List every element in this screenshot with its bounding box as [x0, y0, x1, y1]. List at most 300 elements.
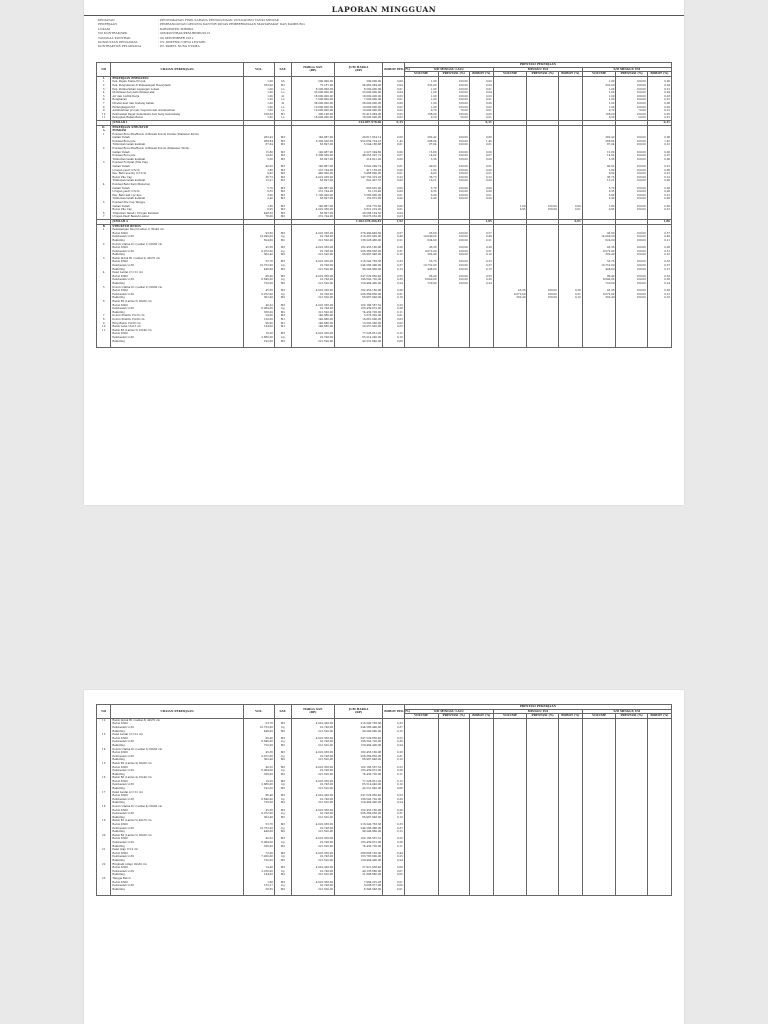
cell-no: 3	[97, 257, 111, 261]
cell-sd-prestasi: 100,00	[616, 246, 647, 250]
cell-bobot: 0,00	[383, 158, 405, 162]
cell-vol: 24,00	[243, 314, 274, 318]
cell-bobot: 0,01	[383, 208, 405, 212]
cell-jumlah: 159.494.400,00	[335, 282, 383, 286]
cell-no: 2	[97, 147, 111, 151]
cell-sat: M2	[274, 773, 291, 777]
cell-lalu-bobot: 0,06	[469, 102, 493, 106]
cell-jumlah: 803.625,90	[335, 187, 383, 191]
cell-bobot: 0,06	[383, 787, 405, 791]
cell-bobot: 0,24	[383, 801, 405, 805]
cell-sat: M2	[274, 311, 291, 315]
col-volume: VOLUME	[582, 72, 616, 77]
cell-sd-prestasi: 100,00	[616, 98, 647, 102]
cell-sd-prestasi: 100,00	[616, 187, 647, 191]
col-bobot: BOBOT PEK (%)	[383, 705, 405, 719]
cell-vol: 86,40	[243, 737, 274, 741]
cell-no: 18	[97, 805, 111, 809]
cell-vol: 19,20	[243, 332, 274, 336]
col-harga-unit: (RP)	[309, 68, 317, 73]
cell-lalu-volume: 3,00	[404, 194, 438, 198]
cell-sat: M2	[274, 239, 291, 243]
cell-harga: 22.748,00	[291, 884, 334, 888]
cell-lalu-bobot: 0,24	[469, 282, 493, 286]
cell-no: 23	[97, 877, 111, 881]
cell-harga: 3.300.506,00	[291, 154, 334, 158]
cell-sat: M3	[274, 794, 291, 798]
cell-harga: 22.748,00	[291, 841, 334, 845]
cell-sd-volume: 302,40	[582, 253, 616, 257]
cell-sat: kg	[274, 783, 291, 787]
cell-jumlah: 152.872,80	[335, 197, 383, 201]
cell-bobot: 0,28	[383, 246, 405, 250]
cell-lalu-prestasi: 100,00	[438, 98, 469, 102]
cell-bobot: 0,01	[383, 194, 405, 198]
cell-jumlah: 31.898.880,00	[335, 873, 383, 877]
cell-bobot: 0,53	[383, 275, 405, 279]
cell-lalu-prestasi: 100,00	[438, 197, 469, 201]
cell-harga: 221.520,00	[291, 830, 334, 834]
cell-jumlah: 183.439.872,00	[335, 841, 383, 845]
cell-jumlah: 182.453.160,96	[335, 751, 383, 755]
cell-lalu-prestasi: 100,00	[438, 246, 469, 250]
cell-ini-prestasi: 100,00	[527, 289, 558, 293]
cell-lalu-bobot: 1,85	[469, 219, 493, 224]
cell-jumlah: 74.430.720,00	[335, 845, 383, 849]
cell-uraian: Pondasi Bore pile	[111, 140, 243, 144]
cell-harga: 4.022.336,00	[291, 176, 334, 180]
cell-sat: bl	[274, 95, 291, 99]
cell-jumlah: 6.346.548,00	[335, 888, 383, 892]
cell-uraian: Kolom Utama K1 (Lantai 4) 60x60 cm	[111, 805, 243, 809]
cell-jumlah: 32.415.984,00	[335, 113, 383, 117]
cell-uraian: Beton K300	[111, 809, 243, 813]
cell-sat: M3	[274, 190, 291, 194]
cell-sd-prestasi: 100,00	[616, 172, 647, 176]
cell-lalu-bobot: 0,01	[469, 98, 493, 102]
cell-sd-bobot: 0,31	[647, 120, 671, 125]
cell-bobot: 0,00	[383, 197, 405, 201]
cell-sd-prestasi: 100,00	[616, 140, 647, 144]
cell-sd-bobot: 1,86	[647, 219, 671, 224]
cell-bobot: 0,22	[383, 176, 405, 180]
cell-lalu-prestasi: 100,00	[438, 158, 469, 162]
cell-no: 3	[97, 88, 111, 92]
col-volume: VOLUME	[404, 72, 438, 77]
cell-vol: 302,40	[243, 253, 274, 257]
cell-sd-volume: 9.072,00	[582, 293, 616, 297]
cell-lalu-bobot: 0,01	[469, 194, 493, 198]
cell-lalu-volume: 624,00	[404, 239, 438, 243]
cell-harga: 1.195.000,00	[291, 194, 334, 198]
cell-sat: kg	[274, 755, 291, 759]
cell-sd-bobot: 0,07	[647, 154, 671, 158]
cell-jumlah: 24.962.084,00	[335, 84, 383, 88]
col-jumlah-label: JUM HARGA	[348, 706, 369, 711]
cell-lalu-prestasi: 100,00	[438, 136, 469, 140]
cell-lalu-volume: 1,00	[404, 80, 438, 84]
cell-vol: 40,32	[243, 766, 274, 770]
cell-lalu-prestasi: 100,00	[438, 172, 469, 176]
cell-bobot: 0,01	[383, 88, 405, 92]
cell-jumlah: 18.000.000,00	[335, 116, 383, 120]
cell-bobot: 0,01	[383, 165, 405, 169]
cell-bobot: 0,30	[383, 740, 405, 744]
cell-lalu-volume: 2,40	[404, 197, 438, 201]
cell-bobot: 0,31	[383, 755, 405, 759]
cell-sat: M2	[274, 816, 291, 820]
cell-sat: M3	[274, 205, 291, 209]
cell-lalu-volume: 720,00	[404, 282, 438, 286]
cell-sat: kg	[274, 855, 291, 859]
cell-vol: 9.072,00	[243, 755, 274, 759]
cell-lalu-volume: 10.752,00	[404, 264, 438, 268]
cell-uraian: Beton K300	[111, 794, 243, 798]
cell-bobot: 0,06	[383, 136, 405, 140]
cell-uraian: Pengujian Bahan Beton	[111, 116, 243, 120]
cell-sd-prestasi: 100,00	[616, 239, 647, 243]
cell-lalu-volume: 8.640,00	[404, 278, 438, 282]
table-header	[97, 705, 672, 719]
cell-no: 7	[97, 215, 111, 219]
cell-bobot: 0,24	[383, 859, 405, 863]
cell-sd-prestasi: 100,00	[616, 179, 647, 183]
cell-no: 4	[97, 91, 111, 95]
meta-value: : 04 SEPTEMBER 2012	[158, 35, 194, 40]
col-volume: VOLUME	[493, 714, 527, 719]
cell-uraian: Pembesian U-39	[111, 726, 243, 730]
col-uraian: URAIAN PEKERJAAN	[111, 705, 243, 719]
cell-lalu-volume: 5,70	[404, 187, 438, 191]
cell-bobot: 0,00	[383, 169, 405, 173]
cell-sd-prestasi: 100,00	[616, 250, 647, 254]
cell-uraian: Beton K300	[111, 304, 243, 308]
cell-bobot: 0,44	[383, 852, 405, 856]
col-jumlah-unit: (RP)	[355, 68, 363, 73]
cell-uraian: Kolom Praktis 15x20 cm	[111, 318, 243, 322]
cell-uraian: PEKERJAAN PERSIAPAN	[111, 76, 243, 80]
cell-sd-prestasi: 100,00	[616, 289, 647, 293]
cell-bobot: 0,04	[383, 91, 405, 95]
cell-sat: M3	[274, 332, 291, 336]
cell-ini-prestasi: 100,00	[527, 205, 558, 209]
cell-no: 17	[97, 791, 111, 795]
cell-vol: 93,60	[243, 232, 274, 236]
cell-uraian: Pas. Batu kosong t=15cm	[111, 172, 243, 176]
cell-bobot: 0,10	[383, 816, 405, 820]
cell-sd-prestasi: 50,00	[616, 116, 647, 120]
cell-lalu-bobot: 0,21	[469, 239, 493, 243]
cell-uraian: Timbunan tanah kembali	[111, 143, 243, 147]
cell-harga: 4.022.336,00	[291, 881, 334, 885]
cell-uraian: Pembesian U-39	[111, 336, 243, 340]
cell-sat: M3	[274, 169, 291, 173]
cell-sat: M3	[274, 172, 291, 176]
cell-lalu-bobot: 0,57	[469, 232, 493, 236]
cell-jumlah: 13.505.280,00	[335, 322, 383, 326]
cell-no: 5	[97, 201, 111, 205]
cell-jumlah: 10.000.000,00	[335, 109, 383, 113]
cell-harga: 8.200.000,00	[291, 88, 334, 92]
cell-uraian: Bekisting	[111, 296, 243, 300]
cell-bobot: 0,15	[383, 830, 405, 834]
table-header	[97, 63, 672, 77]
cell-harga: 22.748,00	[291, 726, 334, 730]
cell-bobot: 0,49	[383, 235, 405, 239]
col-prestasi-pct: PRESTASI (%)	[616, 72, 647, 77]
cell-sat: M1	[274, 322, 291, 326]
cell-sat: M3	[274, 737, 291, 741]
cell-sd-prestasi: 100,00	[616, 205, 647, 209]
cell-jumlah: 77.228.851,20	[335, 780, 383, 784]
cell-sd-bobot: 0,10	[647, 253, 671, 257]
cell-sd-bobot: 0,01	[647, 172, 671, 176]
cell-sd-prestasi: 100,00	[616, 278, 647, 282]
cell-jumlah: 196.542.720,00	[335, 740, 383, 744]
cell-uraian: Perlengkapan K3	[111, 106, 243, 110]
cell-sd-volume: 9,02	[582, 172, 616, 176]
cell-vol: 448,50	[243, 212, 274, 216]
col-vol: VOL.	[243, 705, 274, 719]
cell-uraian: Bekisting	[111, 801, 243, 805]
col-bobot-pct: BOBOT (%)	[558, 72, 582, 77]
cell-jumlah: 48.253.397,72	[335, 154, 383, 158]
cell-uraian: Kolom Praktis 15x15 cm	[111, 314, 243, 318]
cell-vol: 448,00	[243, 268, 274, 272]
cell-sd-volume: 108,00	[582, 113, 616, 117]
cell-jumlah: 182.453.160,96	[335, 246, 383, 250]
cell-vol: 9.072,00	[243, 812, 274, 816]
cell-jumlah: 23.000.000,00	[335, 91, 383, 95]
cell-uraian: Bekisting	[111, 239, 243, 243]
col-sat: SAT.	[274, 63, 291, 77]
cell-sd-bobot: 0,00	[647, 197, 671, 201]
cell-sd-volume: 1,00	[582, 102, 616, 106]
cell-bobot: 0,00	[383, 80, 405, 84]
cell-bobot: 0,57	[383, 232, 405, 236]
cell-vol: 9.072,00	[243, 293, 274, 297]
cell-bobot: 0,33	[383, 260, 405, 264]
cell-sat: M3	[274, 140, 291, 144]
cell-sd-bobot: 0,01	[647, 143, 671, 147]
cell-bobot: 0,11	[383, 845, 405, 849]
cell-sd-bobot: 0,01	[647, 88, 671, 92]
cell-sd-bobot: 0,31	[647, 250, 671, 254]
cell-no: B	[97, 224, 111, 228]
cell-vol: 86,40	[243, 794, 274, 798]
cell-vol: 336,00	[243, 845, 274, 849]
cell-sat: Ls	[274, 91, 291, 95]
cell-sd-bobot: 0,31	[647, 293, 671, 297]
cell-jumlah: 347.529.830,40	[335, 794, 383, 798]
cell-no: 1	[97, 228, 111, 232]
cell-sd-volume: 2,40	[582, 197, 616, 201]
cell-no: 13	[97, 733, 111, 737]
cell-ini-bobot: 0,00	[558, 205, 582, 209]
cell-uraian: Pembesian U-39	[111, 755, 243, 759]
cell-jumlah: 65.514.240,00	[335, 783, 383, 787]
cell-uraian: Pembesian U-39	[111, 798, 243, 802]
cell-uraian: Galian Tanah	[111, 205, 243, 209]
cell-uraian: Balok Induk B1 (Lantai 3) 40x70 cm	[111, 718, 243, 722]
cell-uraian: Pek. Papan Nama Proyek	[111, 80, 243, 84]
cell-vol: 0,35	[243, 190, 274, 194]
cell-jumlah: 66.987.648,00	[335, 758, 383, 762]
cell-sd-prestasi: 100,00	[616, 169, 647, 173]
cell-sat: kg	[274, 740, 291, 744]
cell-sd-volume: 1,80	[582, 205, 616, 209]
cell-sat: M3	[274, 179, 291, 183]
cell-bobot: 0,15	[383, 730, 405, 734]
cell-bobot: 0,01	[383, 98, 405, 102]
cell-jumlah: 18.076.032,00	[335, 215, 383, 219]
cell-uraian: Urugan pasir t=5cm	[111, 169, 243, 173]
cell-jumlah: 28.568.104,50	[335, 212, 383, 216]
cell-ini-volume: 9.072,00	[493, 293, 527, 297]
cell-harga: 4.022.336,00	[291, 737, 334, 741]
cell-uraian: Beton K300	[111, 737, 243, 741]
col-sd-ini: S/D MINGGU INI	[582, 67, 671, 72]
cell-uraian: JUMLAH A	[111, 219, 243, 224]
cell-vol: 8.640,00	[243, 278, 274, 282]
cell-vol: 2,40	[243, 197, 274, 201]
cell-lalu-volume: 13,21	[404, 179, 438, 183]
cell-ini-volume: 302,40	[493, 296, 527, 300]
cell-uraian: Pembesian U-39	[111, 783, 243, 787]
cell-sd-bobot: 0,15	[647, 268, 671, 272]
cell-sat: M2	[274, 758, 291, 762]
cell-harga: 231.744,00	[291, 190, 334, 194]
cell-jumlah: 376.490.649,60	[335, 232, 383, 236]
cell-lalu-prestasi: 100,00	[438, 264, 469, 268]
cell-jumlah: 216.240.783,36	[335, 260, 383, 264]
cell-uraian: Tangga Beton	[111, 877, 243, 881]
cell-lalu-prestasi: 100,00	[438, 194, 469, 198]
cell-sat: M3	[274, 136, 291, 140]
cell-sd-volume: 14,62	[582, 154, 616, 158]
cell-bobot: 0,25	[383, 837, 405, 841]
cell-uraian: Balok B3 (Lantai 4) 25x40 cm	[111, 776, 243, 780]
cell-harga: 4.022.336,00	[291, 275, 334, 279]
cell-sd-volume: 14.040,00	[582, 235, 616, 239]
cell-lalu-bobot: 0,15	[469, 268, 493, 272]
cell-uraian: Pondasi Bore Pile/Beton di Bawah Kolom (Diameter 30cm)	[111, 147, 243, 151]
cell-harga: 22.748,00	[291, 798, 334, 802]
cell-no: 7	[97, 314, 111, 318]
cell-sat: M3	[274, 751, 291, 755]
cell-harga: 4.022.336,00	[291, 780, 334, 784]
table-body	[97, 76, 672, 347]
cell-bobot: 0,21	[383, 239, 405, 243]
cell-bobot: 0,03	[383, 215, 405, 219]
cell-sat: kg	[274, 870, 291, 874]
cell-sd-prestasi: 100,00	[616, 293, 647, 297]
cell-uraian: STRUKTUR BETON	[111, 224, 243, 228]
cell-bobot: 0,05	[383, 113, 405, 117]
cell-uraian: Bekisting	[111, 773, 243, 777]
cell-sd-prestasi: 100,00	[616, 235, 647, 239]
cell-sd-bobot: 0,00	[647, 169, 671, 173]
cell-lalu-bobot: 0,53	[469, 275, 493, 279]
cell-sd-prestasi: 100,00	[616, 113, 647, 117]
cell-bobot: 0,33	[383, 823, 405, 827]
cell-uraian: Pembesian U-39	[111, 870, 243, 874]
report-title: LAPORAN MINGGUAN	[84, 0, 684, 16]
cell-harga: 18.000.000,00	[291, 95, 334, 99]
cell-jumlah: 417.139,20	[335, 169, 383, 173]
cell-sd-bobot: 0,05	[647, 113, 671, 117]
cell-sd-bobot: 0,00	[647, 151, 671, 155]
cell-vol: 53,76	[243, 260, 274, 264]
cell-lalu-volume: 288,64	[404, 140, 438, 144]
cell-bobot: 0,12	[383, 332, 405, 336]
cell-harga: 4.022.336,00	[291, 794, 334, 798]
cell-sd-prestasi: 100,00	[616, 275, 647, 279]
cell-sd-bobot: 0,00	[647, 187, 671, 191]
cell-harga: 23.000.000,00	[291, 91, 334, 95]
cell-vol: 14.040,00	[243, 235, 274, 239]
cell-vol: 720,00	[243, 282, 274, 286]
col-jumlah-unit: (RP)	[355, 710, 363, 715]
cell-bobot: 0,04	[383, 212, 405, 216]
cell-harga: 22.748,00	[291, 293, 334, 297]
cell-harga: 221.520,00	[291, 239, 334, 243]
cell-lalu-prestasi: 100,00	[438, 95, 469, 99]
cell-sat: M3	[274, 212, 291, 216]
cell-sd-bobot: 0,28	[647, 289, 671, 293]
cell-bobot: 0,30	[383, 798, 405, 802]
meta-key: KONSULTAN PENGAWAS	[98, 40, 138, 45]
cell-harga: 22.748,00	[291, 235, 334, 239]
cell-no: 9	[97, 322, 111, 326]
cell-jumlah: 244.586.496,00	[335, 726, 383, 730]
cell-sd-prestasi: 100,00	[616, 197, 647, 201]
report-meta	[98, 18, 458, 49]
cell-harga: 10.000.000,00	[291, 106, 334, 110]
cell-sd-volume: 45,36	[582, 246, 616, 250]
cell-sd-prestasi: 70,00	[616, 109, 647, 113]
cell-lalu-bobot: 0,04	[469, 84, 493, 88]
cell-vol: 1,00	[243, 91, 274, 95]
cell-ini-prestasi: 100,00	[527, 208, 558, 212]
cell-jumlah: 216.240.783,36	[335, 823, 383, 827]
cell-uraian: Beton K300	[111, 866, 243, 870]
cell-uraian: Pembesian U-39	[111, 264, 243, 268]
cell-lalu-bobot: 0,37	[469, 264, 493, 268]
cell-lalu-bobot: 0,01	[469, 143, 493, 147]
cell-no: 9	[97, 109, 111, 113]
cell-lalu-volume: 332,00	[404, 84, 438, 88]
cell-sat: M3	[274, 158, 291, 162]
col-sd-ini: S/D MINGGU INI	[582, 709, 671, 714]
col-sd-lalu: S/D MINGGU LALU	[404, 67, 493, 72]
cell-vol: 36,73	[243, 176, 274, 180]
cell-bobot: 0,37	[383, 827, 405, 831]
cell-lalu-bobot: 0,01	[469, 116, 493, 120]
cell-uraian: Timbunan tanah kembali	[111, 158, 243, 162]
cell-uraian: Bekisting	[111, 888, 243, 892]
cell-sat: M2	[274, 787, 291, 791]
cell-sat: M3	[274, 766, 291, 770]
cell-uraian: Pelat Lantai 4 t=12 cm	[111, 791, 243, 795]
cell-sat: M3	[274, 165, 291, 169]
cell-lalu-bobot: 0,33	[469, 260, 493, 264]
cell-uraian: Pembesian U-39	[111, 278, 243, 282]
cell-uraian: Pembesian U-39	[111, 855, 243, 859]
meta-key: KONTRAKTOR PELAKSANA	[98, 44, 142, 49]
cell-harga: 140.680,00	[291, 314, 334, 318]
cell-lalu-bobot: 0,00	[469, 169, 493, 173]
